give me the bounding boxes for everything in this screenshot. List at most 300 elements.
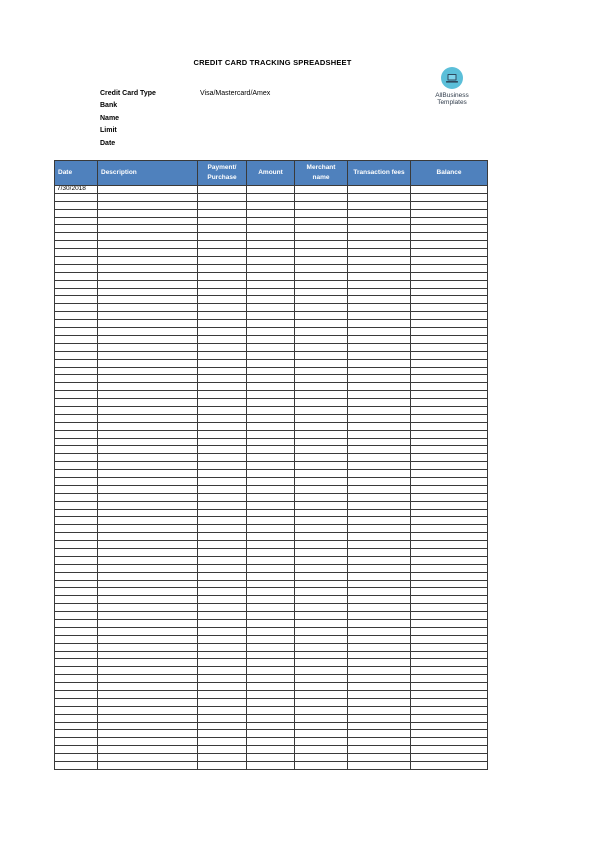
table-cell[interactable] xyxy=(98,691,198,699)
table-cell[interactable] xyxy=(98,501,198,509)
table-cell[interactable] xyxy=(411,335,488,343)
table-cell[interactable] xyxy=(411,580,488,588)
table-cell[interactable] xyxy=(411,683,488,691)
table-cell[interactable] xyxy=(247,359,295,367)
table-cell[interactable] xyxy=(348,738,411,746)
table-cell[interactable] xyxy=(295,588,348,596)
table-cell[interactable] xyxy=(55,406,98,414)
table-cell[interactable] xyxy=(295,635,348,643)
table-cell[interactable] xyxy=(198,280,247,288)
table-cell[interactable] xyxy=(411,588,488,596)
table-cell[interactable] xyxy=(55,651,98,659)
table-cell[interactable] xyxy=(348,564,411,572)
table-cell[interactable] xyxy=(348,312,411,320)
table-cell[interactable] xyxy=(295,391,348,399)
table-cell[interactable] xyxy=(98,414,198,422)
table-cell[interactable] xyxy=(198,264,247,272)
table-cell[interactable] xyxy=(198,288,247,296)
table-cell[interactable] xyxy=(348,730,411,738)
table-cell[interactable] xyxy=(198,359,247,367)
table-cell[interactable] xyxy=(348,635,411,643)
table-cell[interactable] xyxy=(98,754,198,762)
table-cell[interactable] xyxy=(348,399,411,407)
table-cell[interactable] xyxy=(411,186,488,194)
table-cell[interactable] xyxy=(411,722,488,730)
table-cell[interactable] xyxy=(247,596,295,604)
table-cell[interactable] xyxy=(55,525,98,533)
table-cell[interactable] xyxy=(198,762,247,770)
table-cell[interactable] xyxy=(98,217,198,225)
table-cell[interactable] xyxy=(247,264,295,272)
table-cell[interactable] xyxy=(411,501,488,509)
table-cell[interactable] xyxy=(348,556,411,564)
table-cell[interactable]: 7/30/2018 xyxy=(55,186,98,194)
table-cell[interactable] xyxy=(348,280,411,288)
table-cell[interactable] xyxy=(295,241,348,249)
table-cell[interactable] xyxy=(198,612,247,620)
table-cell[interactable] xyxy=(55,722,98,730)
table-cell[interactable] xyxy=(411,612,488,620)
table-cell[interactable] xyxy=(55,399,98,407)
table-cell[interactable] xyxy=(295,470,348,478)
table-cell[interactable] xyxy=(55,714,98,722)
table-cell[interactable] xyxy=(98,406,198,414)
table-cell[interactable] xyxy=(55,762,98,770)
table-cell[interactable] xyxy=(295,201,348,209)
table-cell[interactable] xyxy=(247,241,295,249)
table-cell[interactable] xyxy=(411,375,488,383)
table-cell[interactable] xyxy=(411,351,488,359)
table-cell[interactable] xyxy=(295,596,348,604)
table-cell[interactable] xyxy=(348,241,411,249)
table-cell[interactable] xyxy=(55,667,98,675)
table-cell[interactable] xyxy=(295,304,348,312)
table-cell[interactable] xyxy=(295,580,348,588)
table-cell[interactable] xyxy=(247,209,295,217)
table-cell[interactable] xyxy=(98,399,198,407)
table-cell[interactable] xyxy=(198,754,247,762)
table-cell[interactable] xyxy=(295,367,348,375)
table-cell[interactable] xyxy=(247,517,295,525)
table-cell[interactable] xyxy=(348,446,411,454)
table-cell[interactable] xyxy=(295,430,348,438)
table-cell[interactable] xyxy=(247,351,295,359)
table-cell[interactable] xyxy=(348,201,411,209)
table-cell[interactable] xyxy=(411,572,488,580)
table-cell[interactable] xyxy=(411,320,488,328)
table-cell[interactable] xyxy=(55,225,98,233)
table-cell[interactable] xyxy=(247,525,295,533)
table-cell[interactable] xyxy=(295,477,348,485)
table-cell[interactable] xyxy=(55,359,98,367)
table-cell[interactable] xyxy=(247,722,295,730)
table-cell[interactable] xyxy=(348,691,411,699)
table-cell[interactable] xyxy=(295,257,348,265)
table-cell[interactable] xyxy=(98,249,198,257)
table-cell[interactable] xyxy=(348,651,411,659)
table-cell[interactable] xyxy=(295,193,348,201)
table-cell[interactable] xyxy=(98,667,198,675)
table-cell[interactable] xyxy=(247,604,295,612)
table-cell[interactable] xyxy=(198,730,247,738)
table-cell[interactable] xyxy=(55,201,98,209)
table-cell[interactable] xyxy=(198,312,247,320)
table-cell[interactable] xyxy=(55,556,98,564)
table-cell[interactable] xyxy=(348,288,411,296)
table-cell[interactable] xyxy=(411,193,488,201)
table-cell[interactable] xyxy=(348,525,411,533)
table-cell[interactable] xyxy=(55,470,98,478)
table-cell[interactable] xyxy=(55,485,98,493)
table-cell[interactable] xyxy=(198,209,247,217)
table-cell[interactable] xyxy=(98,620,198,628)
table-cell[interactable] xyxy=(55,375,98,383)
table-cell[interactable] xyxy=(198,225,247,233)
table-cell[interactable] xyxy=(98,343,198,351)
table-cell[interactable] xyxy=(55,288,98,296)
table-cell[interactable] xyxy=(295,399,348,407)
table-cell[interactable] xyxy=(198,683,247,691)
table-cell[interactable] xyxy=(247,541,295,549)
table-cell[interactable] xyxy=(348,698,411,706)
table-cell[interactable] xyxy=(55,241,98,249)
table-cell[interactable] xyxy=(98,714,198,722)
table-cell[interactable] xyxy=(247,620,295,628)
table-cell[interactable] xyxy=(295,288,348,296)
table-cell[interactable] xyxy=(295,706,348,714)
table-cell[interactable] xyxy=(98,477,198,485)
table-cell[interactable] xyxy=(348,367,411,375)
table-cell[interactable] xyxy=(348,588,411,596)
table-cell[interactable] xyxy=(295,604,348,612)
table-cell[interactable] xyxy=(55,588,98,596)
table-cell[interactable] xyxy=(247,446,295,454)
table-cell[interactable] xyxy=(295,493,348,501)
table-cell[interactable] xyxy=(98,683,198,691)
table-cell[interactable] xyxy=(295,722,348,730)
table-cell[interactable] xyxy=(198,698,247,706)
table-cell[interactable] xyxy=(198,186,247,194)
table-cell[interactable] xyxy=(198,746,247,754)
table-cell[interactable] xyxy=(295,335,348,343)
table-cell[interactable] xyxy=(55,517,98,525)
table-cell[interactable] xyxy=(247,312,295,320)
table-cell[interactable] xyxy=(348,509,411,517)
table-cell[interactable] xyxy=(411,422,488,430)
table-cell[interactable] xyxy=(98,280,198,288)
table-cell[interactable] xyxy=(98,651,198,659)
table-cell[interactable] xyxy=(55,391,98,399)
table-cell[interactable] xyxy=(98,193,198,201)
table-cell[interactable] xyxy=(55,548,98,556)
table-cell[interactable] xyxy=(295,186,348,194)
table-cell[interactable] xyxy=(98,493,198,501)
table-cell[interactable] xyxy=(411,659,488,667)
table-cell[interactable] xyxy=(295,564,348,572)
table-cell[interactable] xyxy=(348,193,411,201)
table-cell[interactable] xyxy=(295,738,348,746)
table-cell[interactable] xyxy=(295,359,348,367)
table-cell[interactable] xyxy=(247,572,295,580)
table-cell[interactable] xyxy=(247,422,295,430)
table-cell[interactable] xyxy=(55,572,98,580)
table-cell[interactable] xyxy=(348,320,411,328)
table-cell[interactable] xyxy=(348,209,411,217)
table-cell[interactable] xyxy=(98,320,198,328)
table-cell[interactable] xyxy=(411,509,488,517)
table-cell[interactable] xyxy=(198,430,247,438)
table-cell[interactable] xyxy=(348,501,411,509)
table-cell[interactable] xyxy=(411,328,488,336)
table-cell[interactable] xyxy=(98,659,198,667)
table-cell[interactable] xyxy=(348,359,411,367)
table-cell[interactable] xyxy=(295,438,348,446)
table-cell[interactable] xyxy=(198,406,247,414)
table-cell[interactable] xyxy=(198,367,247,375)
table-cell[interactable] xyxy=(55,509,98,517)
table-cell[interactable] xyxy=(55,304,98,312)
table-cell[interactable] xyxy=(55,335,98,343)
table-cell[interactable] xyxy=(247,288,295,296)
table-cell[interactable] xyxy=(247,257,295,265)
table-cell[interactable] xyxy=(55,296,98,304)
table-cell[interactable] xyxy=(98,548,198,556)
table-cell[interactable] xyxy=(198,675,247,683)
table-cell[interactable] xyxy=(198,193,247,201)
table-cell[interactable] xyxy=(98,225,198,233)
table-cell[interactable] xyxy=(348,462,411,470)
table-cell[interactable] xyxy=(411,627,488,635)
table-cell[interactable] xyxy=(411,359,488,367)
table-cell[interactable] xyxy=(198,375,247,383)
table-cell[interactable] xyxy=(295,312,348,320)
table-cell[interactable] xyxy=(247,225,295,233)
table-cell[interactable] xyxy=(295,525,348,533)
table-cell[interactable] xyxy=(295,612,348,620)
table-cell[interactable] xyxy=(411,296,488,304)
table-cell[interactable] xyxy=(98,509,198,517)
table-cell[interactable] xyxy=(247,406,295,414)
table-cell[interactable] xyxy=(198,580,247,588)
table-cell[interactable] xyxy=(411,643,488,651)
table-cell[interactable] xyxy=(411,257,488,265)
table-cell[interactable] xyxy=(98,264,198,272)
table-cell[interactable] xyxy=(295,643,348,651)
table-cell[interactable] xyxy=(98,367,198,375)
table-cell[interactable] xyxy=(55,533,98,541)
table-cell[interactable] xyxy=(198,470,247,478)
table-cell[interactable] xyxy=(295,217,348,225)
table-cell[interactable] xyxy=(98,422,198,430)
table-cell[interactable] xyxy=(411,533,488,541)
table-cell[interactable] xyxy=(295,651,348,659)
table-cell[interactable] xyxy=(247,706,295,714)
table-cell[interactable] xyxy=(98,328,198,336)
table-cell[interactable] xyxy=(295,541,348,549)
table-cell[interactable] xyxy=(411,485,488,493)
table-cell[interactable] xyxy=(98,706,198,714)
table-cell[interactable] xyxy=(411,454,488,462)
table-cell[interactable] xyxy=(98,627,198,635)
table-cell[interactable] xyxy=(411,272,488,280)
table-cell[interactable] xyxy=(198,438,247,446)
table-cell[interactable] xyxy=(295,328,348,336)
table-cell[interactable] xyxy=(55,683,98,691)
table-cell[interactable] xyxy=(198,241,247,249)
table-cell[interactable] xyxy=(198,217,247,225)
table-cell[interactable] xyxy=(348,722,411,730)
table-cell[interactable] xyxy=(55,675,98,683)
table-cell[interactable] xyxy=(247,730,295,738)
table-cell[interactable] xyxy=(55,706,98,714)
table-cell[interactable] xyxy=(198,722,247,730)
table-cell[interactable] xyxy=(348,438,411,446)
table-cell[interactable] xyxy=(295,754,348,762)
table-cell[interactable] xyxy=(98,272,198,280)
table-cell[interactable] xyxy=(411,620,488,628)
table-cell[interactable] xyxy=(247,343,295,351)
table-cell[interactable] xyxy=(348,391,411,399)
table-cell[interactable] xyxy=(198,454,247,462)
table-cell[interactable] xyxy=(411,430,488,438)
table-cell[interactable] xyxy=(295,462,348,470)
table-cell[interactable] xyxy=(348,548,411,556)
table-cell[interactable] xyxy=(198,572,247,580)
table-cell[interactable] xyxy=(55,698,98,706)
table-cell[interactable] xyxy=(295,620,348,628)
table-cell[interactable] xyxy=(98,375,198,383)
table-cell[interactable] xyxy=(348,414,411,422)
table-cell[interactable] xyxy=(295,675,348,683)
table-cell[interactable] xyxy=(247,186,295,194)
table-cell[interactable] xyxy=(198,351,247,359)
table-cell[interactable] xyxy=(198,446,247,454)
table-cell[interactable] xyxy=(295,422,348,430)
table-cell[interactable] xyxy=(98,470,198,478)
table-cell[interactable] xyxy=(295,280,348,288)
table-cell[interactable] xyxy=(247,588,295,596)
table-cell[interactable] xyxy=(295,375,348,383)
table-cell[interactable] xyxy=(247,746,295,754)
table-cell[interactable] xyxy=(295,730,348,738)
table-cell[interactable] xyxy=(247,335,295,343)
table-cell[interactable] xyxy=(198,462,247,470)
table-cell[interactable] xyxy=(295,225,348,233)
table-cell[interactable] xyxy=(55,272,98,280)
table-cell[interactable] xyxy=(247,627,295,635)
table-cell[interactable] xyxy=(295,209,348,217)
table-cell[interactable] xyxy=(55,351,98,359)
table-cell[interactable] xyxy=(198,588,247,596)
table-cell[interactable] xyxy=(247,470,295,478)
table-cell[interactable] xyxy=(98,517,198,525)
table-cell[interactable] xyxy=(198,201,247,209)
table-cell[interactable] xyxy=(98,304,198,312)
table-cell[interactable] xyxy=(198,343,247,351)
table-cell[interactable] xyxy=(348,335,411,343)
table-cell[interactable] xyxy=(348,406,411,414)
table-cell[interactable] xyxy=(98,730,198,738)
table-cell[interactable] xyxy=(55,612,98,620)
table-cell[interactable] xyxy=(55,422,98,430)
table-cell[interactable] xyxy=(247,564,295,572)
table-cell[interactable] xyxy=(98,525,198,533)
table-cell[interactable] xyxy=(98,359,198,367)
table-cell[interactable] xyxy=(98,643,198,651)
table-cell[interactable] xyxy=(348,714,411,722)
table-cell[interactable] xyxy=(348,533,411,541)
table-cell[interactable] xyxy=(198,383,247,391)
table-cell[interactable] xyxy=(348,683,411,691)
table-cell[interactable] xyxy=(247,233,295,241)
table-cell[interactable] xyxy=(348,304,411,312)
table-cell[interactable] xyxy=(198,738,247,746)
table-cell[interactable] xyxy=(348,541,411,549)
table-cell[interactable] xyxy=(411,762,488,770)
table-cell[interactable] xyxy=(198,304,247,312)
table-cell[interactable] xyxy=(411,312,488,320)
table-cell[interactable] xyxy=(198,501,247,509)
table-cell[interactable] xyxy=(247,675,295,683)
table-cell[interactable] xyxy=(411,406,488,414)
table-cell[interactable] xyxy=(295,249,348,257)
table-cell[interactable] xyxy=(411,383,488,391)
table-cell[interactable] xyxy=(198,706,247,714)
table-cell[interactable] xyxy=(348,430,411,438)
table-cell[interactable] xyxy=(247,438,295,446)
table-cell[interactable] xyxy=(411,217,488,225)
table-cell[interactable] xyxy=(348,477,411,485)
table-cell[interactable] xyxy=(55,746,98,754)
table-cell[interactable] xyxy=(247,383,295,391)
table-cell[interactable] xyxy=(247,501,295,509)
table-cell[interactable] xyxy=(198,541,247,549)
table-cell[interactable] xyxy=(98,580,198,588)
table-cell[interactable] xyxy=(198,714,247,722)
table-cell[interactable] xyxy=(198,391,247,399)
table-cell[interactable] xyxy=(198,691,247,699)
table-cell[interactable] xyxy=(55,477,98,485)
table-cell[interactable] xyxy=(411,541,488,549)
table-cell[interactable] xyxy=(98,635,198,643)
table-cell[interactable] xyxy=(98,296,198,304)
table-cell[interactable] xyxy=(55,343,98,351)
table-cell[interactable] xyxy=(411,304,488,312)
table-cell[interactable] xyxy=(98,241,198,249)
table-cell[interactable] xyxy=(198,328,247,336)
table-cell[interactable] xyxy=(348,596,411,604)
table-cell[interactable] xyxy=(411,233,488,241)
table-cell[interactable] xyxy=(198,509,247,517)
table-cell[interactable] xyxy=(55,438,98,446)
table-cell[interactable] xyxy=(411,493,488,501)
table-cell[interactable] xyxy=(247,651,295,659)
table-cell[interactable] xyxy=(295,627,348,635)
table-cell[interactable] xyxy=(247,296,295,304)
table-cell[interactable] xyxy=(295,414,348,422)
table-cell[interactable] xyxy=(55,564,98,572)
table-cell[interactable] xyxy=(348,485,411,493)
table-cell[interactable] xyxy=(295,383,348,391)
table-cell[interactable] xyxy=(247,485,295,493)
table-cell[interactable] xyxy=(98,588,198,596)
table-cell[interactable] xyxy=(348,328,411,336)
table-cell[interactable] xyxy=(247,272,295,280)
table-cell[interactable] xyxy=(411,462,488,470)
table-cell[interactable] xyxy=(55,367,98,375)
table-cell[interactable] xyxy=(198,414,247,422)
table-cell[interactable] xyxy=(247,454,295,462)
